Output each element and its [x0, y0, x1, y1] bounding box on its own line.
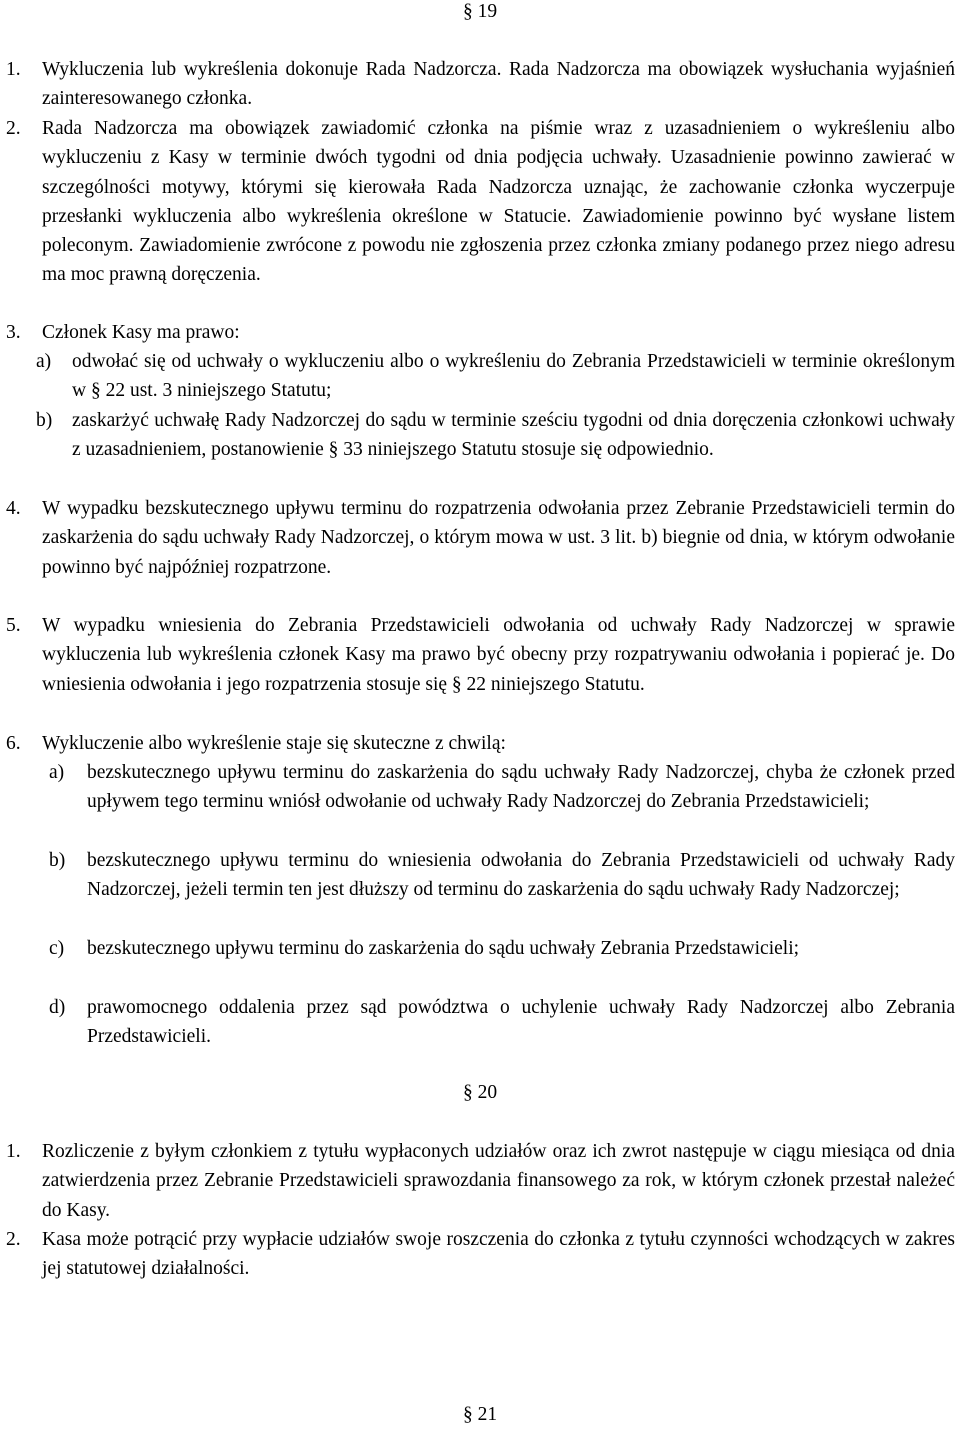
item-text: Członek Kasy ma prawo:: [42, 322, 240, 343]
item-number: 2.: [6, 118, 21, 139]
item-number: 1.: [6, 1141, 21, 1162]
subitem-19-3-b: [36, 406, 955, 465]
item-number: 5.: [6, 615, 21, 636]
section-heading-19: § 19: [462, 1, 498, 22]
section-heading-20: § 20: [462, 1082, 498, 1103]
item-number: 6.: [6, 733, 21, 754]
item-text: Kasa może potrącić przy wypłacie udziałów swoje roszczenia do członka z tytułu czynności wchodzących w zakres jej statutowej działalności.: [42, 1229, 955, 1280]
subitem-text: prawomocnego oddalenia przez sąd powództwa o uchylenie uchwały Rady Nadzorczej albo Zebrania Przedstawicieli.: [87, 997, 955, 1048]
subitem-letter: b): [36, 410, 53, 431]
paragraph-19-3: [6, 318, 955, 347]
paragraph-19-6: [6, 729, 955, 758]
item-number: 4.: [6, 498, 21, 519]
subitem-letter: c): [49, 938, 65, 959]
subitem-19-6-d: [49, 993, 955, 1052]
paragraph-19-5: [6, 611, 955, 699]
subitem-text: bezskutecznego upływu terminu do wniesienia odwołania do Zebrania Przedstawicieli od uchwały Rady Nadzorczej, jeżeli termin ten jest dłuższy od terminu do zaskarżenia do sądu uchwały Rady Nadzorczej;: [87, 850, 955, 901]
paragraph-19-1: [6, 55, 955, 114]
subitem-text: odwołać się od uchwały o wykluczeniu albo o wykreśleniu do Zebrania Przedstawicieli w terminie określonym w § 22 ust. 3 niniejszego Statutu;: [72, 351, 955, 402]
subitem-19-6-a: [49, 758, 955, 817]
paragraph-20-2: [6, 1225, 955, 1284]
paragraph-19-2: [6, 114, 955, 290]
paragraph-19-4: [6, 494, 955, 582]
subitem-19-6-c: [49, 934, 955, 963]
item-text: Rada Nadzorcza ma obowiązek zawiadomić członka na piśmie wraz z uzasadnieniem o wykreśleniu albo wykluczeniu z Kasy w terminie dwóch tygodni od dnia podjęcia uchwały. Uzasadnienie powinno zawierać w szczególności motywy, którymi się kierowała Rada Nadzorcza uznając, że zachowanie członka wyczerpuje przesłanki wykluczenia albo wykreślenia określone w Statucie. Zawiadomienie powinno być wysłane listem poleconym. Zawiadomienie zwrócone z powodu nie zgłoszenia przez członka zmiany podanego przez niego adresu ma moc prawną doręczenia.: [42, 118, 955, 286]
item-text: W wypadku wniesienia do Zebrania Przedstawicieli odwołania od uchwały Rady Nadzorczej w sprawie wykluczenia lub wykreślenia członek Kasy ma prawo być obecny przy rozpatrywaniu odwołania i popierać je. Do wniesienia odwołania i jego rozpatrzenia stosuje się § 22 niniejszego Statutu.: [42, 615, 955, 695]
subitem-letter: a): [36, 351, 52, 372]
subitem-letter: b): [49, 850, 66, 871]
subitem-text: bezskutecznego upływu terminu do zaskarżenia do sądu uchwały Zebrania Przedstawicieli;: [87, 938, 800, 959]
subitem-text: bezskutecznego upływu terminu do zaskarżenia do sądu uchwały Rady Nadzorczej, chyba że członek przed upływem tego terminu wniósł odwołanie od uchwały Rady Nadzorczej do Zebrania Przedstawicieli;: [87, 762, 955, 813]
item-text: Wykluczenia lub wykreślenia dokonuje Rada Nadzorcza. Rada Nadzorcza ma obowiązek wysłuchania wyjaśnień zainteresowanego członka.: [42, 59, 955, 110]
section-heading-21: § 21: [462, 1404, 498, 1425]
item-text: Rozliczenie z byłym członkiem z tytułu wypłaconych udziałów oraz ich zwrot następuje w ciągu miesiąca od dnia zatwierdzenia przez Zebranie Przedstawicieli sprawozdania finansowego za rok, w którym członek przestał należeć do Kasy.: [42, 1141, 955, 1221]
item-text: Wykluczenie albo wykreślenie staje się skuteczne z chwilą:: [42, 733, 506, 754]
subitem-19-6-b: [49, 846, 955, 905]
item-number: 3.: [6, 322, 21, 343]
item-text: W wypadku bezskutecznego upływu terminu do rozpatrzenia odwołania przez Zebranie Przedstawicieli termin do zaskarżenia do sądu uchwały Rady Nadzorczej, o którym mowa w ust. 3 lit. b) biegnie od dnia, w którym odwołanie powinno być najpóźniej rozpatrzone.: [42, 498, 955, 578]
item-number: 1.: [6, 59, 21, 80]
subitem-19-3-a: [36, 347, 955, 406]
paragraph-20-1: [6, 1137, 955, 1225]
subitem-letter: d): [49, 997, 66, 1018]
item-number: 2.: [6, 1229, 21, 1250]
subitem-letter: a): [49, 762, 65, 783]
subitem-text: zaskarżyć uchwałę Rady Nadzorczej do sądu w terminie sześciu tygodni od dnia doręczenia członkowi uchwały z uzasadnieniem, postanowienie § 33 niniejszego Statutu stosuje się odpowiednio.: [72, 410, 955, 461]
